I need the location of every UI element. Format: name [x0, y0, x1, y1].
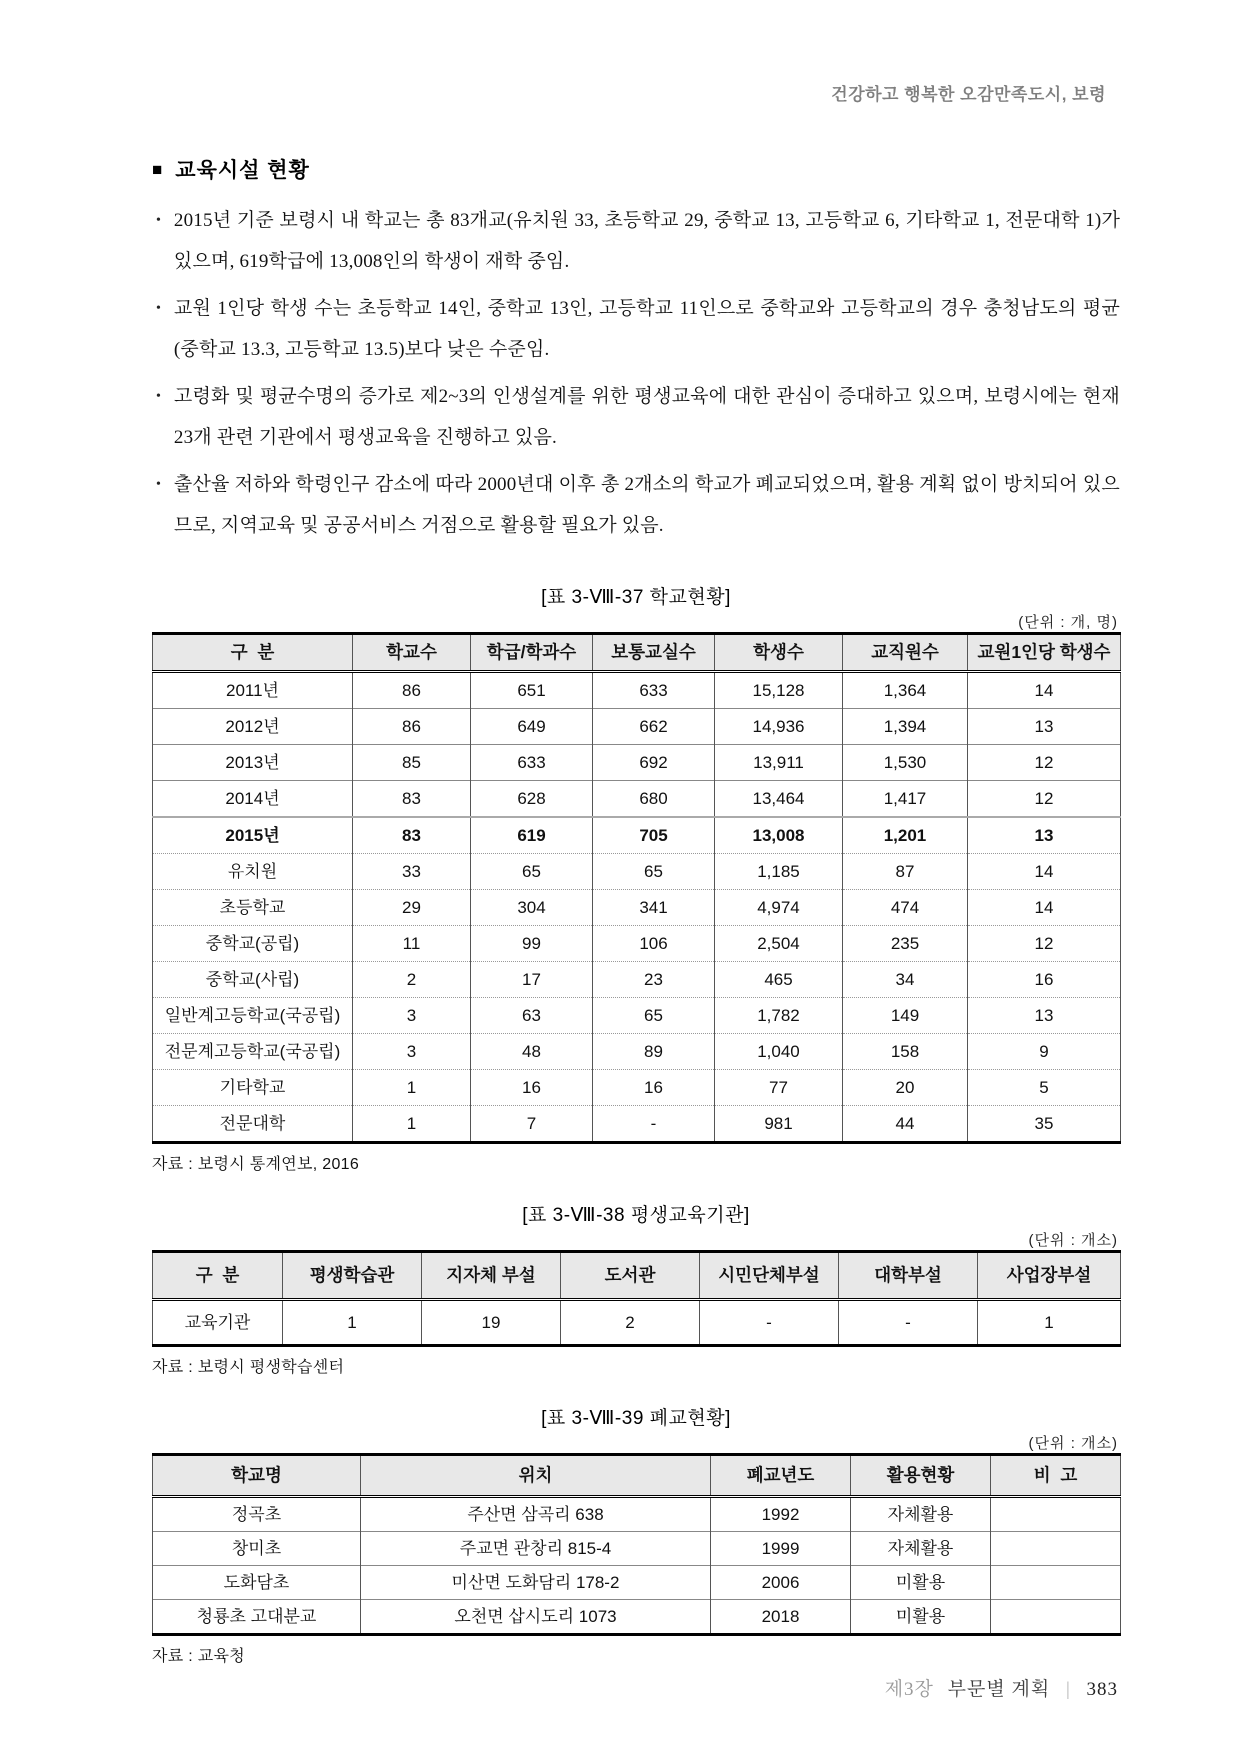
table-row	[153, 1532, 1121, 1566]
column-header: 지자체 부설	[422, 1252, 561, 1300]
table-row	[153, 817, 1121, 854]
table-cell: 158	[843, 1034, 968, 1070]
table-cell: 3	[353, 1034, 471, 1070]
table-cell: 2012년	[153, 709, 353, 745]
bullet-text: 출산율 저하와 학령인구 감소에 따라 2000년대 이후 총 2개소의 학교가 폐교되었으며, 활용 계획 없이 방치되어 있으므로, 지역교육 및 공공서비스 거점으로 활용할 필요가 있음.	[173, 474, 1120, 536]
table-cell: 13,911	[715, 745, 843, 781]
table-cell: 85	[353, 745, 471, 781]
column-header: 교원1인당 학생수	[968, 634, 1121, 672]
table-row	[153, 926, 1121, 962]
table-cell: 교육기관	[153, 1300, 283, 1346]
page-footer	[885, 1674, 1118, 1701]
column-header: 교직원수	[843, 634, 968, 672]
table-cell	[991, 1497, 1121, 1532]
column-header: 학교수	[353, 634, 471, 672]
table-cell: 주교면 관창리 815-4	[361, 1532, 711, 1566]
school-status-table	[152, 632, 1121, 1144]
section-heading	[152, 154, 1120, 184]
table-cell: 63	[471, 998, 593, 1034]
table-cell: 474	[843, 890, 968, 926]
table-cell: 619	[471, 817, 593, 854]
table-cell: 465	[715, 962, 843, 998]
table-cell: 29	[353, 890, 471, 926]
table-cell: 235	[843, 926, 968, 962]
table-cell: 16	[968, 962, 1121, 998]
table-cell: 13,008	[715, 817, 843, 854]
table-cell: 주산면 삼곡리 638	[361, 1497, 711, 1532]
table-cell: 1,530	[843, 745, 968, 781]
table-source-note: 자료 : 보령시 평생학습센터	[152, 1359, 345, 1376]
table-cell: 692	[593, 745, 715, 781]
table-cell: 1,040	[715, 1034, 843, 1070]
bullet-list	[156, 200, 1120, 546]
table-row	[153, 998, 1121, 1034]
column-header: 학급/학과수	[471, 634, 593, 672]
table-cell: 106	[593, 926, 715, 962]
table-cell: 86	[353, 672, 471, 709]
table-cell: 14,936	[715, 709, 843, 745]
table-cell: 2014년	[153, 781, 353, 818]
table-row	[153, 1034, 1121, 1070]
column-header: 사업장부설	[978, 1252, 1121, 1300]
table-source-note: 자료 : 교육청	[152, 1648, 246, 1665]
table-cell: 662	[593, 709, 715, 745]
table-cell: 83	[353, 817, 471, 854]
column-header: 학생수	[715, 634, 843, 672]
table-cell: 20	[843, 1070, 968, 1106]
table-row	[153, 745, 1121, 781]
table-cell: 2	[561, 1300, 700, 1346]
table-cell: 초등학교	[153, 890, 353, 926]
table-cell: 2013년	[153, 745, 353, 781]
table-cell: 304	[471, 890, 593, 926]
table-row	[153, 1300, 1121, 1346]
table-cell: 65	[471, 854, 593, 890]
table-cell: 13	[968, 817, 1121, 854]
table-cell	[991, 1566, 1121, 1600]
table-cell: 48	[471, 1034, 593, 1070]
table-cell: 87	[843, 854, 968, 890]
footer-chapter: 제3장	[884, 1679, 934, 1700]
table-cell: 83	[353, 781, 471, 818]
table-row	[153, 1566, 1121, 1600]
table-cell: 11	[353, 926, 471, 962]
table-cell: 1	[978, 1300, 1121, 1346]
table-cell: 649	[471, 709, 593, 745]
table-header-row	[153, 1252, 1121, 1300]
bullet-dot-icon: •	[156, 213, 161, 228]
column-header: 폐교년도	[711, 1455, 851, 1497]
table-cell: 1,185	[715, 854, 843, 890]
table-cell: 65	[593, 998, 715, 1034]
table-cell: 2,504	[715, 926, 843, 962]
table-cell: 628	[471, 781, 593, 818]
square-bullet-icon: ■	[152, 159, 164, 179]
table-cell: 13	[968, 709, 1121, 745]
closed-school-table	[152, 1453, 1121, 1636]
table-cell: 중학교(사립)	[153, 962, 353, 998]
table-title: [표 3-Ⅷ-37 학교현황]	[541, 587, 731, 608]
column-header: 구 분	[153, 634, 353, 672]
table-cell: 1,394	[843, 709, 968, 745]
bullet-item	[156, 464, 1120, 546]
table-cell: 창미초	[153, 1532, 361, 1566]
table-cell: 2011년	[153, 672, 353, 709]
column-header: 시민단체부설	[700, 1252, 839, 1300]
table-cell: 1,782	[715, 998, 843, 1034]
table-cell: 65	[593, 854, 715, 890]
table-unit-note: (단위 : 개소)	[1028, 1232, 1118, 1249]
table-source-note: 자료 : 보령시 통계연보, 2016	[152, 1156, 360, 1173]
table-cell: 전문계고등학교(국공립)	[153, 1034, 353, 1070]
table-cell: 도화담초	[153, 1566, 361, 1600]
table-cell: 44	[843, 1106, 968, 1143]
footer-separator: |	[1065, 1679, 1071, 1700]
bullet-dot-icon: •	[156, 477, 161, 492]
table-cell: 35	[968, 1106, 1121, 1143]
table-row	[153, 1070, 1121, 1106]
table-cell: 7	[471, 1106, 593, 1143]
table-row	[153, 781, 1121, 818]
table-row	[153, 1600, 1121, 1635]
table-caption	[152, 1401, 1120, 1453]
table-cell: 중학교(공립)	[153, 926, 353, 962]
bullet-text: 2015년 기준 보령시 내 학교는 총 83개교(유치원 33, 초등학교 29, 중학교 13, 고등학교 6, 기타학교 1, 전문대학 1)가 있으며, 619학급에 13,008인의 학생이 재학 중임.	[173, 210, 1120, 272]
table-cell: -	[593, 1106, 715, 1143]
table-row	[153, 962, 1121, 998]
table-cell: 705	[593, 817, 715, 854]
table-cell: 12	[968, 745, 1121, 781]
table-cell: 19	[422, 1300, 561, 1346]
table-cell: 9	[968, 1034, 1121, 1070]
bullet-text: 고령화 및 평균수명의 증가로 제2~3의 인생설계를 위한 평생교육에 대한 관심이 증대하고 있으며, 보령시에는 현재 23개 관련 기관에서 평생교육을 진행하고 있음.	[173, 386, 1120, 448]
table-cell: 4,974	[715, 890, 843, 926]
table-cell: 99	[471, 926, 593, 962]
column-header: 활용현황	[851, 1455, 991, 1497]
table-title: [표 3-Ⅷ-39 폐교현황]	[541, 1408, 731, 1429]
table-cell: 981	[715, 1106, 843, 1143]
table-cell: 2018	[711, 1600, 851, 1635]
table-cell: 정곡초	[153, 1497, 361, 1532]
bullet-item	[156, 200, 1120, 282]
table-cell: 유치원	[153, 854, 353, 890]
table-cell: 기타학교	[153, 1070, 353, 1106]
table-unit-note: (단위 : 개소)	[1028, 1435, 1118, 1452]
footer-section: 부문별 계획	[947, 1679, 1051, 1700]
lifelong-education-table	[152, 1250, 1121, 1347]
table-caption	[152, 580, 1120, 632]
table-cell: 23	[593, 962, 715, 998]
table-cell: 341	[593, 890, 715, 926]
column-header: 학교명	[153, 1455, 361, 1497]
table-cell: 3	[353, 998, 471, 1034]
table-block-closed-schools	[152, 1401, 1120, 1666]
table-block-lifelong-education	[152, 1198, 1120, 1377]
table-cell: 2006	[711, 1566, 851, 1600]
column-header: 비 고	[991, 1455, 1121, 1497]
table-cell: 청룡초 고대분교	[153, 1600, 361, 1635]
table-unit-note: (단위 : 개, 명)	[1018, 614, 1118, 631]
table-cell: 680	[593, 781, 715, 818]
table-cell: 633	[471, 745, 593, 781]
table-cell: 자체활용	[851, 1532, 991, 1566]
table-cell: 1999	[711, 1532, 851, 1566]
table-row	[153, 854, 1121, 890]
table-header-row	[153, 1455, 1121, 1497]
table-row	[153, 1106, 1121, 1143]
table-cell: 2015년	[153, 817, 353, 854]
table-cell: 일반계고등학교(국공립)	[153, 998, 353, 1034]
page-header-slogan: 건강하고 행복한 오감만족도시, 보령	[831, 85, 1106, 104]
table-cell	[991, 1532, 1121, 1566]
table-cell: 86	[353, 709, 471, 745]
table-cell: 전문대학	[153, 1106, 353, 1143]
table-cell: 633	[593, 672, 715, 709]
table-cell: -	[839, 1300, 978, 1346]
table-cell: 651	[471, 672, 593, 709]
footer-page-number: 383	[1086, 1679, 1118, 1700]
table-cell: 미산면 도화담리 178-2	[361, 1566, 711, 1600]
table-header-row	[153, 634, 1121, 672]
table-cell: 1992	[711, 1497, 851, 1532]
table-cell: -	[700, 1300, 839, 1346]
table-cell: 34	[843, 962, 968, 998]
bullet-dot-icon: •	[156, 389, 161, 404]
bullet-text: 교원 1인당 학생 수는 초등학교 14인, 중학교 13인, 고등학교 11인으로 중학교와 고등학교의 경우 충청남도의 평균(중학교 13.3, 고등학교 13.5)보다 낮은 수준임.	[173, 298, 1120, 360]
table-cell: 1,364	[843, 672, 968, 709]
bullet-item	[156, 288, 1120, 370]
table-cell: 16	[471, 1070, 593, 1106]
table-cell: 1,201	[843, 817, 968, 854]
table-cell: 16	[593, 1070, 715, 1106]
table-row	[153, 709, 1121, 745]
table-cell: 14	[968, 854, 1121, 890]
column-header: 보통교실수	[593, 634, 715, 672]
table-row	[153, 890, 1121, 926]
table-cell: 17	[471, 962, 593, 998]
table-cell: 자체활용	[851, 1497, 991, 1532]
table-cell: 13	[968, 998, 1121, 1034]
table-cell: 14	[968, 672, 1121, 709]
column-header: 위치	[361, 1455, 711, 1497]
table-cell: 14	[968, 890, 1121, 926]
table-cell: 1	[283, 1300, 422, 1346]
bullet-item	[156, 376, 1120, 458]
table-caption	[152, 1198, 1120, 1250]
table-cell: 5	[968, 1070, 1121, 1106]
table-cell: 149	[843, 998, 968, 1034]
table-cell: 미활용	[851, 1600, 991, 1635]
table-cell: 미활용	[851, 1566, 991, 1600]
table-cell: 13,464	[715, 781, 843, 818]
table-cell: 33	[353, 854, 471, 890]
table-cell: 1	[353, 1106, 471, 1143]
table-cell: 1	[353, 1070, 471, 1106]
column-header: 구 분	[153, 1252, 283, 1300]
table-cell: 12	[968, 781, 1121, 818]
table-cell	[991, 1600, 1121, 1635]
table-title: [표 3-Ⅷ-38 평생교육기관]	[522, 1205, 750, 1226]
column-header: 도서관	[561, 1252, 700, 1300]
table-row	[153, 672, 1121, 709]
table-row	[153, 1497, 1121, 1532]
table-cell: 89	[593, 1034, 715, 1070]
table-block-school-status	[152, 580, 1120, 1174]
table-cell: 1,417	[843, 781, 968, 818]
table-cell: 77	[715, 1070, 843, 1106]
column-header: 대학부설	[839, 1252, 978, 1300]
table-cell: 2	[353, 962, 471, 998]
bullet-dot-icon: •	[156, 301, 161, 316]
table-cell: 12	[968, 926, 1121, 962]
page-content	[152, 80, 1120, 1666]
section-heading-text: 교육시설 현황	[175, 159, 310, 182]
table-cell: 15,128	[715, 672, 843, 709]
column-header: 평생학습관	[283, 1252, 422, 1300]
table-cell: 오천면 삽시도리 1073	[361, 1600, 711, 1635]
